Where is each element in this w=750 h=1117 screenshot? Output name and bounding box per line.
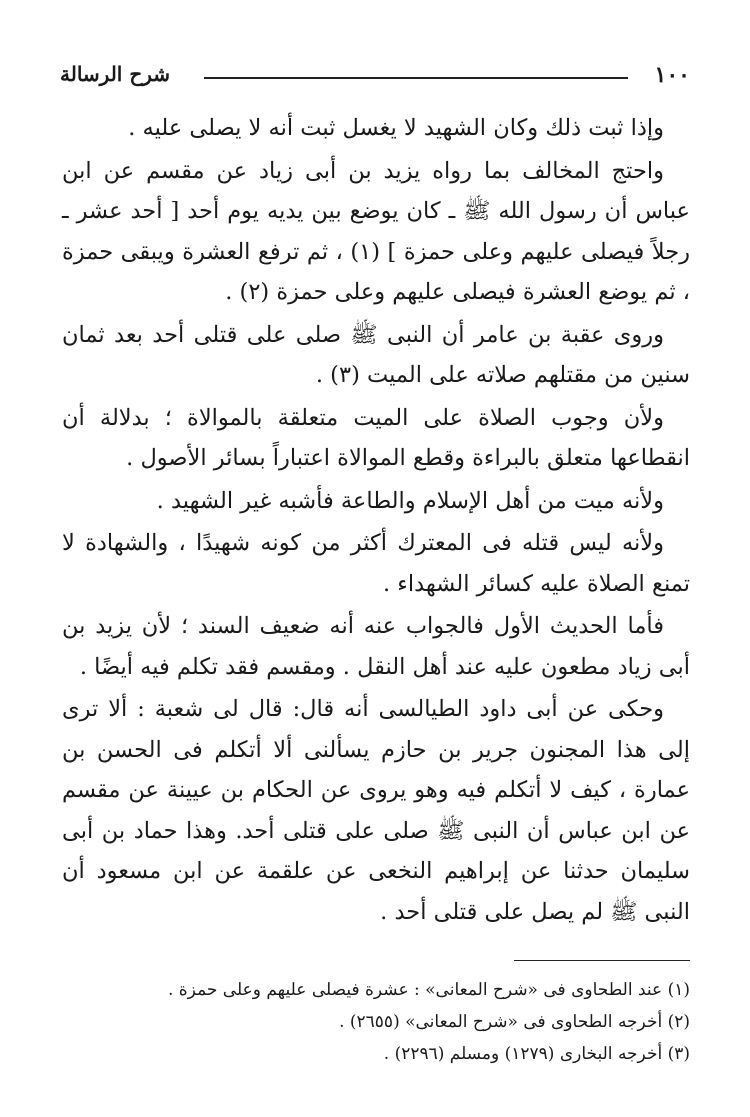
paragraph: وحكى عن أبى داود الطيالسى أنه قال: قال لى شعبة : ألا ترى إلى هذا المجنون جرير بن حازم يسألنى ألا أتكلم فى الحسن بن عمارة ، كيف لا أتكلم فيه وهو يروى عن الحكام بن عيينة عن مقسم عن ابن عباس أن النبى ﷺ صلى على قتلى أحد. وهذا حماد بن أبى سليمان حدثنا عن إبراهيم النخعى عن علقمة عن ابن مسعود أن النبى ﷺ لم يصل على قتلى أحد .	[62, 696, 690, 925]
footnotes	[62, 974, 690, 1070]
paragraph: وروى عقبة بن عامر أن النبى ﷺ صلى على قتلى أحد بعد ثمان سنين من مقتلهم صلاته على الميت (٣) .	[62, 321, 690, 388]
paragraph: ولأنه ليس قتله فى المعترك أكثر من كونه شهيدًا ، والشهادة لا تمنع الصلاة عليه كسائر الشهداء .	[62, 530, 690, 597]
header-rule	[204, 77, 628, 79]
running-title: شرح الرسالة	[60, 62, 171, 86]
page-header	[60, 58, 690, 92]
footnote: (٣) أخرجه البخارى (١٢٧٩) ومسلم (٢٢٩٦) .	[383, 1044, 690, 1064]
footnote-separator	[514, 960, 690, 961]
footnote: (٢) أخرجه الطحاوى فى «شرح المعانى» (٢٦٥٥) .	[339, 1012, 690, 1032]
paragraph: ولأن وجوب الصلاة على الميت متعلقة بالموالاة ؛ بدلالة أن انقطاعها متعلق بالبراءة وقطع الموالاة اعتباراً بسائر الأصول .	[62, 404, 690, 471]
main-text	[62, 108, 690, 932]
footnote: (١) عند الطحاوى فى «شرح المعانى» : عشرة فيصلى عليهم وعلى حمزة .	[167, 980, 690, 1000]
paragraph: واحتج المخالف بما رواه يزيد بن أبى زياد عن مقسم عن ابن عباس أن رسول الله ﷺ ـ كان يوضع بين يديه يوم أحد [ أحد عشر ـ رجلاً فيصلى عليهم وعلى حمزة ] (١) ، ثم ترفع العشرة ويبقى حمزة ، ثم يوضع العشرة فيصلى عليهم وعلى حمزة (٢) .	[62, 157, 690, 305]
page-number: ١٠٠	[654, 62, 690, 88]
paragraph: فأما الحديث الأول فالجواب عنه أنه ضعيف السند ؛ لأن يزيد بن أبى زياد مطعون عليه عند أهل النقل . ومقسم فقد تكلم فيه أيضًا .	[62, 613, 690, 680]
paragraph: وإذا ثبت ذلك وكان الشهيد لا يغسل ثبت أنه لا يصلى عليه .	[128, 115, 664, 141]
paragraph: ولأنه ميت من أهل الإسلام والطاعة فأشبه غير الشهيد .	[156, 487, 664, 514]
